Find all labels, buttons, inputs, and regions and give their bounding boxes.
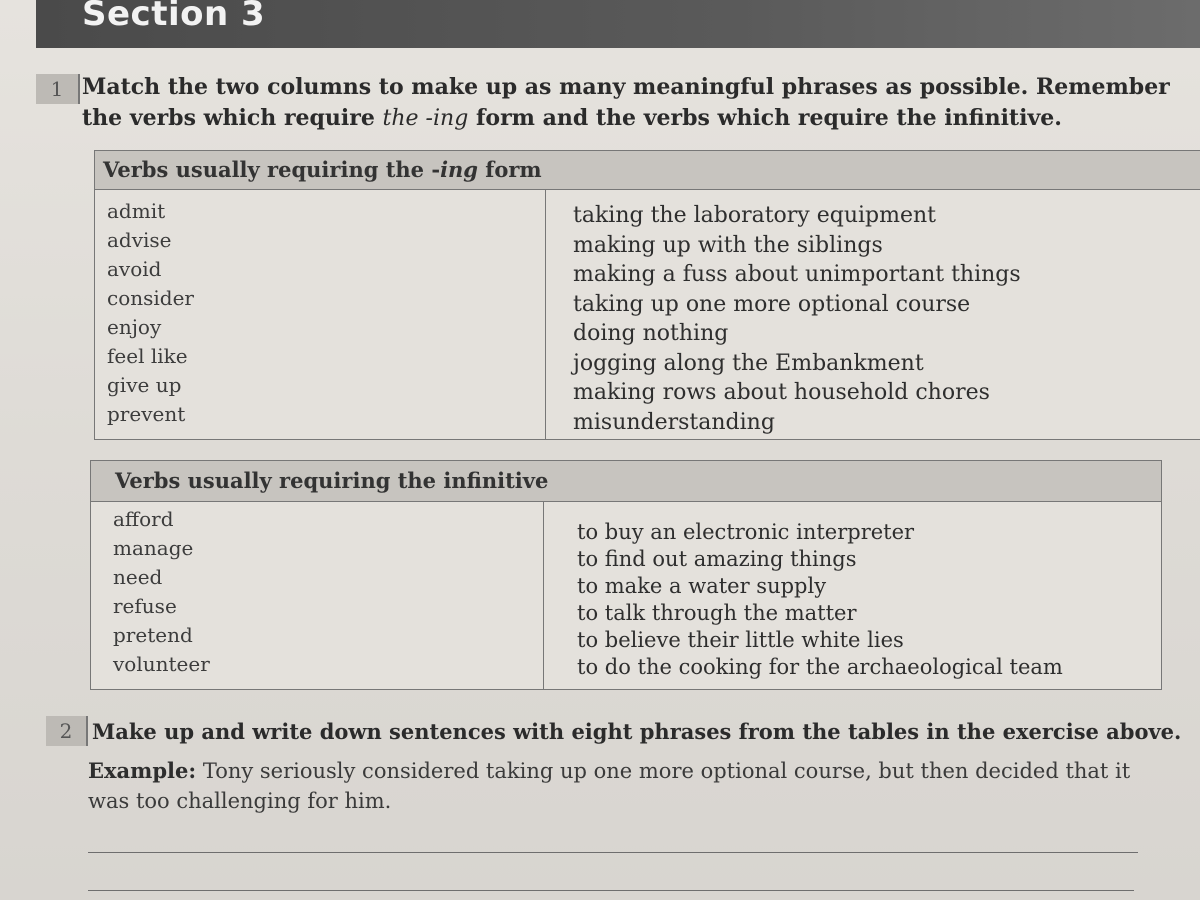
phrase-item: making rows about household chores xyxy=(573,380,990,405)
verb-item: admit xyxy=(107,199,166,223)
verb-item: enjoy xyxy=(107,315,162,339)
verb-item: refuse xyxy=(113,594,177,618)
phrase-item: making up with the siblings xyxy=(573,232,883,258)
infinitive-verb-list xyxy=(113,505,210,679)
infinitive-phrase-list xyxy=(577,519,1063,681)
phrase-item: to do the cooking for the archaeological team xyxy=(577,655,1063,679)
exercise-2-example xyxy=(88,756,1148,816)
phrase-item: jogging along the Embankment xyxy=(573,350,924,376)
ing-phrase-list xyxy=(573,201,1021,437)
exercise-1-number: 1 xyxy=(36,74,80,104)
phrase-item: taking the laboratory equipment xyxy=(573,203,937,228)
verb-item: need xyxy=(113,565,163,589)
verb-item: volunteer xyxy=(113,652,210,676)
phrase-item: taking up one more optional course xyxy=(573,291,971,317)
verb-item: afford xyxy=(113,507,174,531)
example-text: Tony seriously considered taking up one more optional course, but then decided that it was too challenging for him. xyxy=(88,759,1131,813)
exercise-1-instruction: Match the two columns to make up as many meaningful phrases as possible. Remember the verbs which require the -ing form and the verbs which require the infinitive. xyxy=(82,74,1170,131)
phrase-item: to make a water supply xyxy=(577,574,827,598)
ing-verbs-table xyxy=(94,150,1200,440)
exercise-2-number: 2 xyxy=(46,716,88,746)
phrase-item: to find out amazing things xyxy=(577,547,857,571)
phrase-item: to believe their little white lies xyxy=(577,628,904,652)
ing-verb-list xyxy=(107,197,194,429)
phrase-item: to talk through the matter xyxy=(577,601,857,625)
instruction-italic: the -ing xyxy=(382,106,469,131)
column-divider xyxy=(545,189,546,439)
verb-item: feel like xyxy=(107,344,188,368)
phrase-item: to buy an electronic interpreter xyxy=(577,520,915,544)
infinitive-table-header: Verbs usually requiring the infinitive xyxy=(91,461,1161,502)
phrase-item: doing nothing xyxy=(573,321,729,346)
verb-item: consider xyxy=(107,286,194,310)
verb-item: advise xyxy=(107,228,172,252)
exercise-2-instruction: Make up and write down sentences with eight phrases from the tables in the exercise above. xyxy=(92,719,1182,744)
infinitive-verbs-table xyxy=(90,460,1162,690)
section-title: Section 3 xyxy=(82,0,266,34)
answer-line[interactable] xyxy=(88,852,1138,853)
verb-item: prevent xyxy=(107,402,186,426)
verb-item: manage xyxy=(113,536,194,560)
ing-table-header: Verbs usually requiring the -ing form xyxy=(95,151,1200,190)
verb-item: avoid xyxy=(107,257,162,281)
column-divider xyxy=(543,501,544,689)
phrase-item: making a fuss about unimportant things xyxy=(573,262,1021,287)
example-label: Example: xyxy=(88,758,197,783)
phrase-item: misunderstanding xyxy=(573,409,775,435)
verb-item: pretend xyxy=(113,623,193,647)
answer-line[interactable] xyxy=(88,890,1134,891)
verb-item: give up xyxy=(107,373,182,397)
